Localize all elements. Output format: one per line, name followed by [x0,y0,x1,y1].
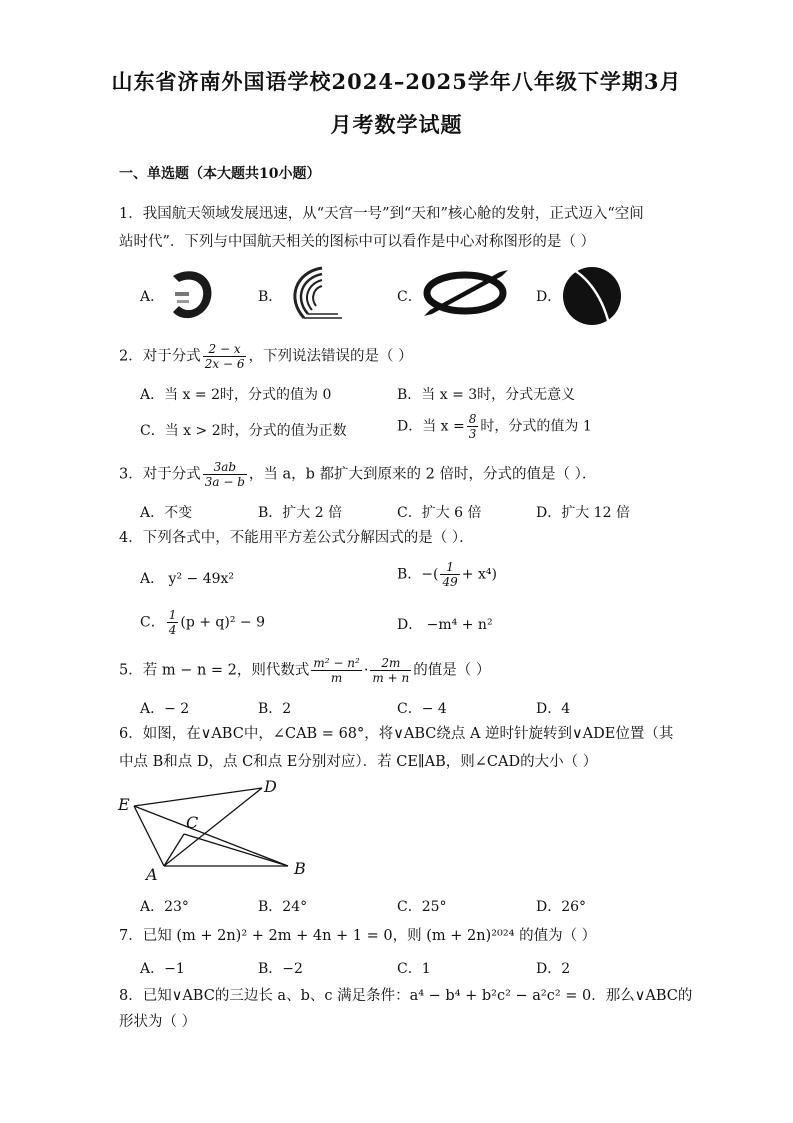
q6-option-d: D．26° [536,899,587,915]
q7-option-d: D．2 [536,961,571,977]
q5-fraction-1-numerator: m² − n² [313,656,360,670]
q2-fraction-numerator: 2 − x [203,342,247,357]
q4-option-c [140,608,265,637]
q1-option-d-label: D． [536,289,562,305]
segment-AC [164,834,184,866]
segment-EB [134,806,288,866]
q3-fraction-denominator: 3a − b [204,475,245,489]
q5-option-a: A．− 2 [140,701,190,717]
q5-stem-suffix: 的值是（ ） [413,662,491,679]
q7-option-b: B．−2 [258,961,303,977]
q5-fraction-2-denominator: m + n [372,671,410,685]
q4-option-b-prefix: B．−( [397,566,439,583]
q4-option-c-denominator: 4 [168,623,177,637]
segment-CB [184,834,288,866]
point-label-E: E [118,795,130,814]
q3-stem-prefix: 3．对于分式 [119,466,201,483]
q6-option-a: A．23° [140,899,189,915]
q4-option-b-numerator: 1 [440,560,459,575]
q2-option-d-fraction [467,412,479,441]
q5-fraction-1 [311,656,361,685]
q8-line2: 形状为（ ） [119,1014,197,1030]
q3-stem-suffix: ，当 a，b 都扩大到原来的 2 倍时，分式的值是（ ）． [248,466,597,483]
segment-EA [134,806,164,866]
q4-option-c-suffix: (p + q)² − 9 [180,614,265,631]
q2-fraction-denominator: 2x − 6 [204,357,245,371]
q3-option-c: C．扩大 6 倍 [397,505,482,521]
orbit-slash-logo-icon [420,268,510,318]
q2-option-a: A．当 x = 2时，分式的值为 0 [140,387,332,403]
q6-line2: 中点 B和点 D，点 C和点 E分别对应）．若 CE∥AB，则∠CAD的大小（ ） [119,754,598,770]
q4-option-b [397,560,497,589]
concentric-arcs-logo-icon [282,262,344,324]
q6-option-b: B．24° [258,899,308,915]
q2-option-d [397,412,592,441]
q4-option-d: D． −m⁴ + n² [397,617,493,633]
q3-option-b: B．扩大 2 倍 [258,505,343,521]
q2-option-d-suffix: 时，分式的值为 1 [480,418,592,435]
q3-stem [119,460,596,489]
q5-option-b: B．2 [258,701,292,717]
q3-option-d: D．扩大 12 倍 [536,505,630,521]
q4-option-b-suffix: + x⁴) [461,566,497,583]
point-label-C: C [186,813,199,832]
q2-option-c: C．当 x > 2时，分式的值为正数 [140,423,347,439]
q1-option-a-label: A． [140,289,165,305]
page-title-line2: 月考数学试题 [330,112,463,137]
point-label-A: A [146,865,158,884]
q7-option-a: A．−1 [140,961,185,977]
q5-option-c: C．− 4 [397,701,447,717]
q6-option-c: C．25° [397,899,447,915]
section-heading: 一、单选题（本大题共10小题） [119,166,321,182]
point-label-B: B [294,859,306,878]
q5-stem-prefix: 5．若 m − n = 2，则代数式 [119,662,310,679]
q8-line1: 8．已知∨ABC的三边长 a、b、c 满足条件：a⁴ − b⁴ + b²c² − a²c² = 0．那么∨ABC的 [119,988,693,1004]
q2-option-d-numerator: 8 [468,412,477,426]
q7-stem: 7．已知 (m + 2n)² + 2m + 4n + 1 = 0，则 (m + 2n)²⁰²⁴ 的值为（ ） [119,928,597,944]
q2-fraction [203,342,247,371]
q1-option-b-label: B． [258,289,283,305]
q4-option-b-denominator: 49 [442,575,458,589]
q6-line1: 6．如图，在∨ABC中，∠CAB = 68°，将∨ABC绕点 A 逆时针旋转到∨ADE位置（其 [119,726,674,742]
q5-stem [119,656,490,685]
q2-option-d-prefix: D．当 x = [397,418,465,435]
q1-line1: 1．我国航天领域发展迅速，从“天宫一号”到“天和”核心舱的发射，正式迈入“空间 [119,206,644,222]
q2-stem-suffix: ，下列说法错误的是（ ） [248,348,413,365]
q6-triangle-diagram [112,776,312,886]
q5-multiply-dot: · [363,662,369,679]
q3-fraction [203,460,247,489]
swirl-logo-icon [163,266,215,324]
q1-line2: 站时代”．下列与中国航天相关的图标中可以看作是中心对称图形的是（ ） [119,234,596,250]
q3-fraction-numerator: 3ab [203,460,247,475]
q5-fraction-2 [370,656,411,685]
q5-fraction-1-denominator: m [330,671,343,685]
planet-logo-icon [559,262,623,326]
q4-stem: 4．下列各式中，不能用平方差公式分解因式的是（ ）． [119,530,474,546]
q5-option-d: D．4 [536,701,571,717]
q4-option-c-fraction [167,608,179,637]
q4-option-c-numerator: 1 [168,608,177,622]
point-label-D: D [264,777,277,796]
q4-option-b-fraction [440,560,459,589]
q5-fraction-2-numerator: 2m [370,656,411,671]
q2-stem [119,342,413,371]
q1-option-c-label: C． [397,289,422,305]
page-title-line1: 山东省济南外国语学校2024–2025学年八年级下学期3月 [111,69,682,94]
q2-stem-prefix: 2．对于分式 [119,348,201,365]
q4-option-c-prefix: C． [140,614,165,631]
q2-option-b: B．当 x = 3时，分式无意义 [397,387,576,403]
q4-option-a: A． y² − 49x² [140,571,235,587]
q7-option-c: C．1 [397,961,431,977]
q3-option-a: A．不变 [140,505,193,521]
q2-option-d-denominator: 3 [468,427,477,441]
